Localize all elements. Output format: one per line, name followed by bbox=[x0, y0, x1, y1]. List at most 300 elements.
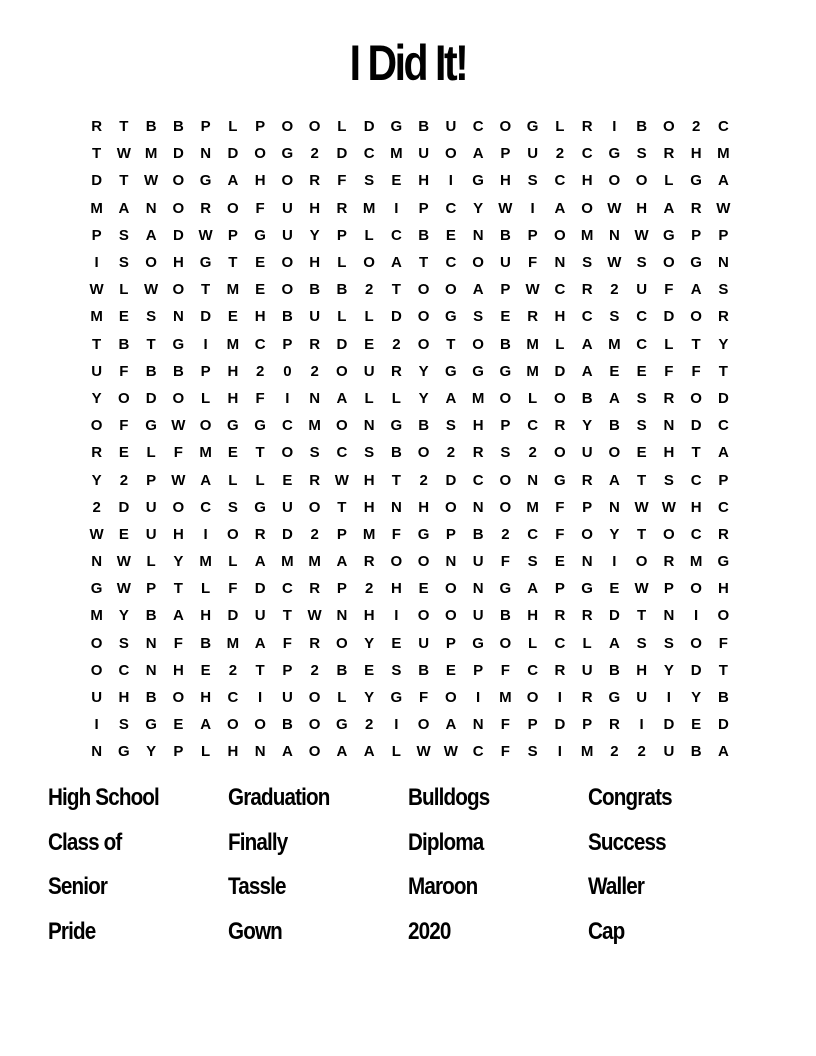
grid-letter: N bbox=[554, 254, 566, 272]
grid-letter: B bbox=[145, 689, 157, 707]
grid-letter: R bbox=[363, 553, 375, 571]
grid-letter: T bbox=[637, 525, 647, 543]
grid-letter: Y bbox=[364, 689, 375, 707]
grid-letter: N bbox=[172, 308, 184, 326]
grid-letter: 2 bbox=[364, 281, 374, 299]
grid-letter: T bbox=[92, 335, 102, 353]
grid-letter: O bbox=[445, 580, 457, 598]
grid-letter: S bbox=[364, 444, 375, 462]
grid-letter: O bbox=[281, 118, 294, 136]
grid-letter: Y bbox=[418, 389, 429, 407]
grid-letter: I bbox=[612, 553, 617, 571]
grid-letter: H bbox=[172, 661, 184, 679]
grid-letter: F bbox=[391, 525, 401, 543]
grid-letter: E bbox=[227, 444, 238, 462]
grid-letter: D bbox=[91, 172, 103, 190]
grid-letter: E bbox=[445, 226, 456, 244]
grid-letter: A bbox=[172, 607, 184, 625]
grid-letter: R bbox=[554, 417, 566, 435]
grid-letter: T bbox=[337, 498, 347, 516]
grid-letter: C bbox=[527, 661, 539, 679]
grid-letter: P bbox=[500, 281, 511, 299]
grid-letter: A bbox=[717, 444, 729, 462]
grid-row bbox=[83, 711, 737, 738]
grid-letter: C bbox=[472, 471, 484, 489]
grid-letter: H bbox=[390, 580, 402, 598]
grid-letter: L bbox=[337, 689, 347, 707]
grid-letter: 2 bbox=[119, 471, 129, 489]
grid-letter: O bbox=[172, 281, 185, 299]
grid-letter: U bbox=[581, 444, 593, 462]
grid-letter: M bbox=[580, 743, 594, 761]
grid-letter: S bbox=[636, 389, 647, 407]
grid-letter: C bbox=[390, 226, 402, 244]
grid-letter: I bbox=[394, 716, 399, 734]
grid-letter: W bbox=[634, 580, 649, 598]
grid-letter: S bbox=[445, 417, 456, 435]
grid-letter: O bbox=[172, 389, 185, 407]
grid-letter: T bbox=[691, 444, 701, 462]
grid-letter: A bbox=[227, 172, 239, 190]
grid-letter: E bbox=[364, 661, 375, 679]
grid-letter: O bbox=[581, 525, 593, 543]
word-list-item: Senior bbox=[48, 873, 108, 901]
grid-letter: H bbox=[200, 607, 212, 625]
grid-letter: M bbox=[608, 335, 621, 353]
grid-letter: S bbox=[118, 226, 129, 244]
grid-letter: L bbox=[582, 634, 592, 652]
grid-letter: M bbox=[226, 335, 240, 353]
grid-letter: O bbox=[336, 417, 348, 435]
grid-letter: C bbox=[636, 308, 648, 326]
grid-letter: B bbox=[281, 716, 293, 734]
grid-letter: W bbox=[498, 199, 513, 217]
grid-letter: D bbox=[663, 716, 675, 734]
grid-letter: G bbox=[172, 335, 185, 353]
grid-letter: H bbox=[172, 254, 184, 272]
grid-letter: G bbox=[145, 417, 157, 435]
grid-row bbox=[83, 466, 737, 493]
grid-letter: W bbox=[607, 254, 622, 272]
word-list-row bbox=[48, 776, 788, 821]
grid-letter: O bbox=[308, 118, 321, 136]
grid-letter: F bbox=[555, 525, 565, 543]
grid-letter: R bbox=[554, 661, 566, 679]
grid-letter: M bbox=[90, 199, 103, 217]
grid-letter: D bbox=[118, 498, 130, 516]
grid-letter: 2 bbox=[392, 335, 401, 353]
grid-letter: F bbox=[255, 389, 265, 407]
grid-letter: P bbox=[255, 118, 266, 136]
grid-letter: H bbox=[363, 471, 375, 489]
grid-letter: S bbox=[636, 634, 647, 652]
grid-letter: M bbox=[689, 553, 703, 571]
grid-letter: 2 bbox=[610, 743, 619, 761]
grid-letter: E bbox=[500, 308, 511, 326]
grid-letter: O bbox=[308, 689, 321, 707]
grid-letter: T bbox=[255, 444, 265, 462]
grid-letter: B bbox=[499, 335, 511, 353]
grid-letter: O bbox=[199, 417, 212, 435]
grid-letter: N bbox=[445, 553, 457, 571]
grid-letter: R bbox=[91, 118, 103, 136]
grid-letter: I bbox=[94, 716, 99, 734]
word-list-row bbox=[48, 821, 788, 866]
grid-letter: S bbox=[473, 308, 484, 326]
grid-row bbox=[83, 657, 737, 684]
grid-letter: S bbox=[146, 308, 157, 326]
grid-letter: C bbox=[581, 145, 593, 163]
grid-letter: O bbox=[608, 172, 621, 190]
grid-letter: S bbox=[718, 281, 729, 299]
grid-row bbox=[83, 602, 737, 629]
grid-letter: O bbox=[635, 553, 648, 571]
grid-letter: N bbox=[663, 417, 675, 435]
grid-letter: R bbox=[554, 607, 566, 625]
grid-letter: Y bbox=[691, 689, 702, 707]
grid-letter: D bbox=[200, 308, 212, 326]
grid-letter: A bbox=[472, 145, 484, 163]
grid-letter: E bbox=[255, 281, 266, 299]
grid-letter: M bbox=[226, 281, 240, 299]
grid-letter: M bbox=[362, 199, 376, 217]
grid-letter: G bbox=[254, 226, 266, 244]
grid-letter: D bbox=[363, 118, 375, 136]
grid-letter: U bbox=[636, 689, 648, 707]
grid-letter: U bbox=[445, 118, 457, 136]
grid-letter: Y bbox=[146, 743, 157, 761]
grid-letter: F bbox=[337, 172, 347, 190]
grid-letter: C bbox=[118, 661, 130, 679]
grid-letter: F bbox=[555, 498, 565, 516]
grid-letter: P bbox=[173, 743, 184, 761]
grid-letter: U bbox=[281, 498, 293, 516]
grid-letter: I bbox=[557, 689, 562, 707]
grid-letter: G bbox=[608, 145, 621, 163]
grid-letter: C bbox=[581, 308, 593, 326]
grid-letter: I bbox=[448, 172, 453, 190]
grid-letter: 2 bbox=[610, 281, 619, 299]
grid-letter: W bbox=[443, 743, 458, 761]
grid-letter: A bbox=[581, 362, 593, 380]
grid-letter: T bbox=[119, 118, 129, 136]
grid-letter: 2 bbox=[419, 471, 428, 489]
page-title: I Did It! bbox=[349, 35, 467, 91]
word-list-item: Congrats bbox=[588, 784, 672, 812]
grid-letter: R bbox=[527, 308, 539, 326]
grid-letter: O bbox=[690, 580, 702, 598]
grid-letter: O bbox=[445, 498, 457, 516]
grid-letter: M bbox=[199, 553, 212, 571]
grid-letter: B bbox=[172, 118, 184, 136]
grid-letter: N bbox=[145, 634, 157, 652]
grid-letter: U bbox=[581, 661, 593, 679]
grid-letter: D bbox=[336, 335, 348, 353]
grid-letter: 2 bbox=[92, 498, 101, 516]
grid-letter: G bbox=[390, 417, 403, 435]
grid-row bbox=[83, 222, 737, 249]
grid-letter: U bbox=[145, 525, 157, 543]
word-list-item: Cap bbox=[588, 917, 625, 945]
grid-letter: P bbox=[418, 199, 429, 217]
grid-letter: H bbox=[227, 389, 239, 407]
grid-letter: R bbox=[663, 145, 675, 163]
grid-letter: G bbox=[472, 172, 484, 190]
grid-letter: P bbox=[500, 417, 511, 435]
grid-letter: P bbox=[445, 525, 456, 543]
grid-letter: F bbox=[119, 362, 129, 380]
grid-letter: D bbox=[281, 525, 293, 543]
grid-letter: N bbox=[309, 389, 321, 407]
grid-row bbox=[83, 195, 737, 222]
grid-letter: G bbox=[390, 118, 403, 136]
grid-letter: Y bbox=[418, 362, 429, 380]
grid-letter: O bbox=[118, 389, 130, 407]
grid-row bbox=[83, 439, 737, 466]
grid-letter: B bbox=[418, 661, 430, 679]
grid-letter: N bbox=[363, 417, 375, 435]
grid-letter: R bbox=[608, 716, 620, 734]
grid-letter: I bbox=[394, 199, 399, 217]
grid-letter: P bbox=[227, 226, 238, 244]
grid-letter: R bbox=[581, 471, 593, 489]
grid-letter: U bbox=[145, 498, 157, 516]
grid-letter: A bbox=[608, 471, 620, 489]
grid-letter: M bbox=[199, 444, 212, 462]
grid-letter: O bbox=[472, 254, 484, 272]
grid-letter: P bbox=[282, 661, 293, 679]
grid-letter: F bbox=[282, 634, 292, 652]
grid-letter: M bbox=[362, 525, 376, 543]
grid-letter: W bbox=[307, 607, 322, 625]
grid-letter: G bbox=[554, 471, 566, 489]
grid-letter: N bbox=[717, 254, 729, 272]
grid-letter: I bbox=[285, 389, 290, 407]
grid-letter: N bbox=[608, 498, 620, 516]
grid-letter: I bbox=[476, 689, 481, 707]
grid-letter: O bbox=[90, 661, 103, 679]
grid-letter: A bbox=[663, 199, 675, 217]
grid-letter: R bbox=[690, 199, 702, 217]
grid-letter: L bbox=[201, 389, 211, 407]
grid-letter: U bbox=[663, 743, 675, 761]
grid-letter: C bbox=[690, 471, 702, 489]
grid-letter: E bbox=[173, 716, 184, 734]
grid-row bbox=[83, 249, 737, 276]
grid-letter: O bbox=[445, 607, 457, 625]
grid-letter: O bbox=[417, 335, 430, 353]
grid-letter: F bbox=[500, 553, 510, 571]
grid-letter: L bbox=[555, 335, 565, 353]
grid-letter: C bbox=[336, 444, 348, 462]
grid-letter: C bbox=[717, 118, 729, 136]
grid-letter: F bbox=[528, 254, 538, 272]
grid-letter: F bbox=[691, 362, 701, 380]
grid-letter: P bbox=[282, 335, 293, 353]
grid-letter: G bbox=[254, 417, 266, 435]
grid-letter: T bbox=[391, 471, 401, 489]
grid-letter: M bbox=[308, 417, 321, 435]
grid-letter: S bbox=[527, 743, 538, 761]
grid-letter: A bbox=[581, 335, 593, 353]
grid-letter: C bbox=[200, 498, 212, 516]
grid-letter: B bbox=[200, 634, 212, 652]
word-list-row bbox=[48, 910, 788, 955]
grid-letter: I bbox=[203, 335, 208, 353]
grid-row bbox=[83, 684, 737, 711]
grid-letter: W bbox=[116, 553, 131, 571]
grid-letter: E bbox=[364, 335, 375, 353]
grid-letter: Y bbox=[91, 471, 102, 489]
grid-letter: H bbox=[636, 661, 648, 679]
grid-letter: U bbox=[636, 281, 648, 299]
grid-letter: U bbox=[91, 362, 103, 380]
grid-letter: E bbox=[445, 661, 456, 679]
grid-letter: S bbox=[609, 308, 620, 326]
grid-letter: T bbox=[637, 471, 647, 489]
grid-letter: C bbox=[281, 580, 293, 598]
word-list-item: Pride bbox=[48, 917, 96, 945]
grid-letter: E bbox=[391, 634, 402, 652]
grid-letter: E bbox=[255, 254, 266, 272]
grid-letter: A bbox=[472, 281, 484, 299]
grid-letter: B bbox=[608, 661, 620, 679]
grid-letter: G bbox=[608, 689, 621, 707]
grid-letter: B bbox=[636, 118, 648, 136]
grid-letter: C bbox=[554, 281, 566, 299]
grid-letter: G bbox=[118, 743, 130, 761]
grid-letter: P bbox=[336, 580, 347, 598]
grid-letter: W bbox=[525, 281, 540, 299]
grid-letter: H bbox=[363, 607, 375, 625]
grid-letter: M bbox=[90, 308, 103, 326]
grid-letter: E bbox=[200, 661, 211, 679]
grid-letter: 2 bbox=[555, 145, 565, 163]
grid-letter: A bbox=[554, 199, 566, 217]
grid-letter: B bbox=[118, 335, 130, 353]
grid-letter: G bbox=[199, 172, 212, 190]
grid-letter: P bbox=[146, 580, 157, 598]
grid-letter: D bbox=[172, 145, 184, 163]
grid-letter: E bbox=[118, 444, 129, 462]
grid-letter: N bbox=[608, 226, 620, 244]
grid-letter: G bbox=[690, 172, 702, 190]
grid-row bbox=[83, 113, 737, 140]
grid-letter: A bbox=[145, 226, 157, 244]
grid-letter: U bbox=[472, 553, 484, 571]
grid-row bbox=[83, 412, 737, 439]
grid-row bbox=[83, 494, 737, 521]
grid-letter: D bbox=[227, 145, 239, 163]
grid-letter: H bbox=[309, 199, 321, 217]
grid-letter: H bbox=[472, 417, 484, 435]
grid-letter: P bbox=[718, 471, 729, 489]
grid-letter: O bbox=[308, 743, 321, 761]
grid-letter: O bbox=[254, 716, 266, 734]
grid-letter: N bbox=[145, 199, 157, 217]
grid-letter: G bbox=[717, 553, 730, 571]
grid-letter: O bbox=[663, 254, 675, 272]
grid-letter: R bbox=[336, 199, 348, 217]
grid-letter: P bbox=[718, 226, 729, 244]
grid-letter: F bbox=[718, 634, 728, 652]
grid-letter: O bbox=[554, 226, 566, 244]
grid-letter: M bbox=[144, 145, 158, 163]
grid-letter: O bbox=[690, 634, 702, 652]
grid-letter: O bbox=[690, 308, 702, 326]
word-list-item: Diploma bbox=[408, 828, 484, 856]
grid-letter: G bbox=[526, 118, 539, 136]
grid-letter: P bbox=[663, 580, 674, 598]
grid-letter: E bbox=[609, 362, 620, 380]
grid-letter: M bbox=[281, 553, 294, 571]
grid-letter: 2 bbox=[691, 118, 701, 136]
grid-letter: F bbox=[664, 362, 674, 380]
grid-letter: N bbox=[663, 607, 675, 625]
grid-letter: L bbox=[337, 254, 347, 272]
grid-letter: C bbox=[554, 172, 566, 190]
grid-letter: M bbox=[499, 689, 512, 707]
grid-letter: O bbox=[417, 553, 430, 571]
grid-letter: A bbox=[608, 634, 620, 652]
grid-letter: R bbox=[717, 308, 729, 326]
grid-letter: U bbox=[418, 145, 430, 163]
grid-letter: B bbox=[690, 743, 702, 761]
grid-letter: A bbox=[336, 743, 348, 761]
grid-letter: L bbox=[391, 743, 401, 761]
grid-letter: S bbox=[663, 471, 674, 489]
grid-letter: 2 bbox=[228, 661, 238, 679]
grid-letter: L bbox=[146, 553, 156, 571]
grid-letter: H bbox=[636, 199, 648, 217]
grid-letter: S bbox=[309, 444, 320, 462]
grid-letter: I bbox=[94, 254, 99, 272]
grid-letter: W bbox=[334, 471, 349, 489]
grid-letter: R bbox=[581, 118, 593, 136]
grid-letter: H bbox=[499, 172, 511, 190]
grid-letter: G bbox=[281, 145, 294, 163]
grid-letter: E bbox=[636, 362, 647, 380]
grid-letter: L bbox=[119, 281, 129, 299]
grid-letter: M bbox=[226, 634, 240, 652]
grid-letter: H bbox=[118, 689, 130, 707]
grid-letter: G bbox=[390, 689, 403, 707]
grid-letter: Y bbox=[473, 199, 484, 217]
grid-letter: O bbox=[90, 417, 103, 435]
grid-letter: P bbox=[527, 226, 538, 244]
grid-letter: O bbox=[254, 145, 266, 163]
grid-letter: Y bbox=[91, 389, 102, 407]
grid-letter: B bbox=[418, 226, 430, 244]
grid-letter: P bbox=[91, 226, 102, 244]
grid-letter: O bbox=[472, 335, 484, 353]
grid-row bbox=[83, 575, 737, 602]
grid-letter: A bbox=[200, 471, 212, 489]
grid-letter: 2 bbox=[310, 525, 319, 543]
grid-row bbox=[83, 521, 737, 548]
grid-letter: O bbox=[499, 389, 512, 407]
grid-letter: H bbox=[309, 254, 321, 272]
grid-letter: O bbox=[336, 634, 348, 652]
grid-letter: L bbox=[228, 553, 238, 571]
word-list-item: Waller bbox=[588, 873, 645, 901]
grid-letter: D bbox=[445, 471, 457, 489]
grid-letter: G bbox=[445, 308, 457, 326]
grid-letter: W bbox=[416, 743, 431, 761]
grid-letter: O bbox=[336, 362, 348, 380]
grid-letter: 2 bbox=[446, 444, 456, 462]
grid-letter: P bbox=[146, 471, 157, 489]
